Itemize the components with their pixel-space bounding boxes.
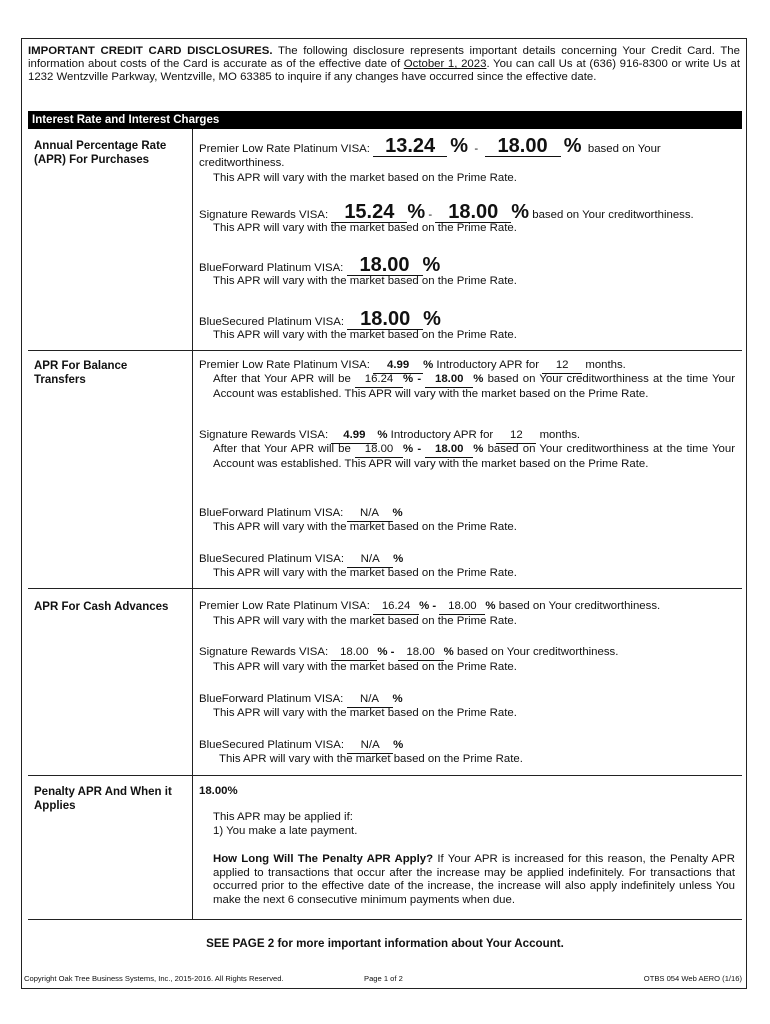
bluesecured-label: BlueSecured Platinum VISA: [199, 316, 344, 328]
prime-note: This APR will vary with the market based on the Prime Rate. [213, 222, 517, 234]
intro-text: The following disclosure represents important details concerning Your Credit Card. The information about costs of the Card is accurate as of the effective date of [28, 45, 740, 71]
prime-note: This APR will vary with the market based on the Prime Rate. [213, 707, 517, 719]
signature-label: Signature Rewards VISA: [199, 209, 329, 221]
balance-signature-months: 12 [496, 429, 536, 444]
balance-signature-high: 18.00 [425, 443, 473, 458]
balance-premier-intro: 4.99 [373, 359, 423, 374]
balance-blueforward [199, 507, 403, 522]
form-number: OTBS 054 Web AERO (1/16) [643, 974, 742, 983]
pct-sign: % [485, 600, 496, 612]
signature-label: Signature Rewards VISA: [199, 429, 329, 441]
premier-label: Premier Low Rate Platinum VISA: [199, 359, 370, 371]
prime-note: This APR will vary with the market based on the Prime Rate. [213, 661, 517, 673]
pct-sign: % [443, 646, 454, 658]
pct-sign: % [403, 443, 414, 455]
dash: - [474, 143, 479, 155]
pct-sign: % [511, 201, 530, 223]
cash-bluesecured [199, 739, 403, 754]
dash: - [428, 209, 433, 221]
prime-note: This APR will vary with the market based on the Prime Rate. [213, 521, 517, 533]
row-divider [28, 350, 742, 351]
pct-sign: % [423, 308, 441, 330]
creditworthiness-text: creditworthiness. [199, 157, 285, 169]
signature-label: Signature Rewards VISA: [199, 646, 329, 658]
pct-sign: % [419, 600, 430, 612]
pct-sign: % [377, 646, 388, 658]
balance-blueforward-rate: N/A [347, 507, 393, 522]
disclosure-page [21, 38, 747, 989]
effective-date: October 1, 2023 [403, 58, 487, 71]
how-long-text: If Your APR is increased for this reason, the Penalty APR applied to transactions that occur after the increase may be applied indefinitely. For transactions that occurred prior to the effective date of the increase, the increase will also apply indefinitely unless You make the next 6 consecutive minimum payments when due. [213, 853, 735, 906]
prime-note: This APR will vary with the market based on the Prime Rate. [213, 275, 517, 287]
purchases-signature-high: 18.00 [435, 202, 511, 223]
intro-heading: IMPORTANT CREDIT CARD DISCLOSURES. [28, 45, 273, 57]
premier-label: Premier Low Rate Platinum VISA: [199, 600, 370, 612]
pct-sign: % [563, 135, 582, 157]
balance-signature-intro: 4.99 [331, 429, 377, 444]
bluesecured-label: BlueSecured Platinum VISA: [199, 553, 344, 565]
blueforward-label: BlueForward Platinum VISA: [199, 262, 344, 274]
pct-sign: % [377, 429, 388, 441]
credit-text: based on Your [587, 143, 661, 155]
pct-sign: % [393, 739, 404, 751]
dash: - [432, 600, 437, 612]
cash-blueforward [199, 693, 403, 708]
intro-apr-for: Introductory APR for [436, 359, 539, 371]
prime-note: This APR will vary with the market based on the Prime Rate. [213, 567, 517, 579]
balance-premier-after [213, 373, 735, 401]
balance-signature-after [213, 443, 735, 471]
intro-contact: . You can call Us at (636) 916-8300 or write Us at 1232 Wentzville Parkway, Wentzville, MO 63385 to inquire if any changes have occurred since the effective date. [28, 58, 740, 84]
cash-signature-low: 18.00 [331, 646, 377, 661]
balance-bluesecured [199, 553, 403, 568]
premier-label: Premier Low Rate Platinum VISA: [199, 143, 370, 155]
credit-text: based on Your creditworthiness. [456, 646, 619, 658]
pct-sign: % [473, 443, 484, 455]
dash: - [417, 443, 422, 455]
purchases-heading: Annual Percentage Rate (APR) For Purchases [34, 140, 167, 166]
cash-signature-high: 18.00 [398, 646, 444, 661]
cash-bluesecured-rate: N/A [347, 739, 393, 754]
purchases-signature-low: 15.24 [331, 202, 407, 223]
prime-note: This APR will vary with the market based on the Prime Rate. [213, 615, 517, 627]
prime-note: This APR will vary with the market based on the Prime Rate. [213, 172, 517, 184]
prime-note: This APR will vary with the market based on the Prime Rate. [219, 753, 523, 765]
months: months. [539, 429, 581, 441]
cash-premier-high: 18.00 [439, 600, 485, 615]
section-bar: Interest Rate and Interest Charges [28, 111, 742, 129]
after-that: After that Your APR will be [213, 443, 351, 455]
penalty-item-1: 1) You make a late payment. [213, 825, 358, 837]
pct-sign: % [392, 693, 403, 705]
balance-signature [199, 429, 580, 444]
row-divider [28, 588, 742, 589]
credit-text: based on Your creditworthiness. [498, 600, 661, 612]
intro-paragraph [28, 45, 740, 85]
balance-premier-low: 16.24 [355, 373, 403, 388]
cash-premier [199, 600, 660, 615]
balance-premier [199, 359, 626, 374]
balance-heading: APR For Balance Transfers [34, 360, 128, 386]
at-the-time: based on Your creditworthiness at the time Your Account was established. This APR will vary with the market based on the Prime Rate. [213, 443, 736, 470]
pct-sign: % [407, 201, 426, 223]
cash-blueforward-rate: N/A [347, 693, 393, 708]
penalty-heading: Penalty APR And When it Applies [34, 786, 172, 812]
cash-premier-low: 16.24 [373, 600, 419, 615]
pct-sign: % [473, 373, 484, 385]
penalty-how-long [213, 853, 735, 907]
blueforward-label: BlueForward Platinum VISA: [199, 507, 344, 519]
purchases-premier-low: 13.24 [373, 136, 447, 157]
penalty-rate: 18.00% [199, 785, 238, 797]
purchases-premier [199, 136, 735, 157]
blueforward-label: BlueForward Platinum VISA: [199, 693, 344, 705]
purchases-blueforward-rate: 18.00 [347, 255, 423, 276]
row-divider [28, 919, 742, 920]
balance-signature-low: 18.00 [355, 443, 403, 458]
cash-signature [199, 646, 618, 661]
copyright: Copyright Oak Tree Business Systems, Inc., 2015-2016. All Rights Reserved. [24, 974, 284, 983]
pct-sign: % [423, 359, 434, 371]
dash: - [390, 646, 395, 658]
balance-premier-high: 18.00 [425, 373, 473, 388]
purchases-bluesecured-rate: 18.00 [347, 309, 423, 330]
row-divider [28, 775, 742, 776]
credit-text: based on Your creditworthiness. [532, 209, 694, 221]
how-long-question: How Long Will The Penalty APR Apply? [213, 853, 434, 865]
see-page-2: SEE PAGE 2 for more important information about Your Account. [206, 937, 564, 950]
pct-sign: % [422, 254, 441, 276]
at-the-time: based on Your creditworthiness at the time Your Account was established. This APR will vary with the market based on the Prime Rate. [213, 373, 736, 400]
cash-heading: APR For Cash Advances [34, 601, 169, 613]
dash: - [417, 373, 422, 385]
balance-bluesecured-rate: N/A [347, 553, 393, 568]
purchases-premier-high: 18.00 [485, 136, 561, 157]
page-number: Page 1 of 2 [364, 974, 403, 983]
prime-note: This APR will vary with the market based on the Prime Rate. [213, 329, 517, 341]
pct-sign: % [450, 135, 469, 157]
bluesecured-label: BlueSecured Platinum VISA: [199, 739, 344, 751]
penalty-may-apply: This APR may be applied if: [213, 811, 353, 823]
pct-sign: % [393, 553, 404, 565]
purchases-bluesecured [199, 309, 441, 330]
column-divider [192, 129, 193, 920]
after-that: After that Your APR will be [213, 373, 351, 385]
pct-sign: % [403, 373, 414, 385]
purchases-signature [199, 202, 694, 223]
months: months. [585, 359, 626, 371]
balance-premier-months: 12 [542, 359, 582, 374]
purchases-blueforward [199, 255, 440, 276]
intro-apr-for: Introductory APR for [390, 429, 494, 441]
pct-sign: % [392, 507, 403, 519]
